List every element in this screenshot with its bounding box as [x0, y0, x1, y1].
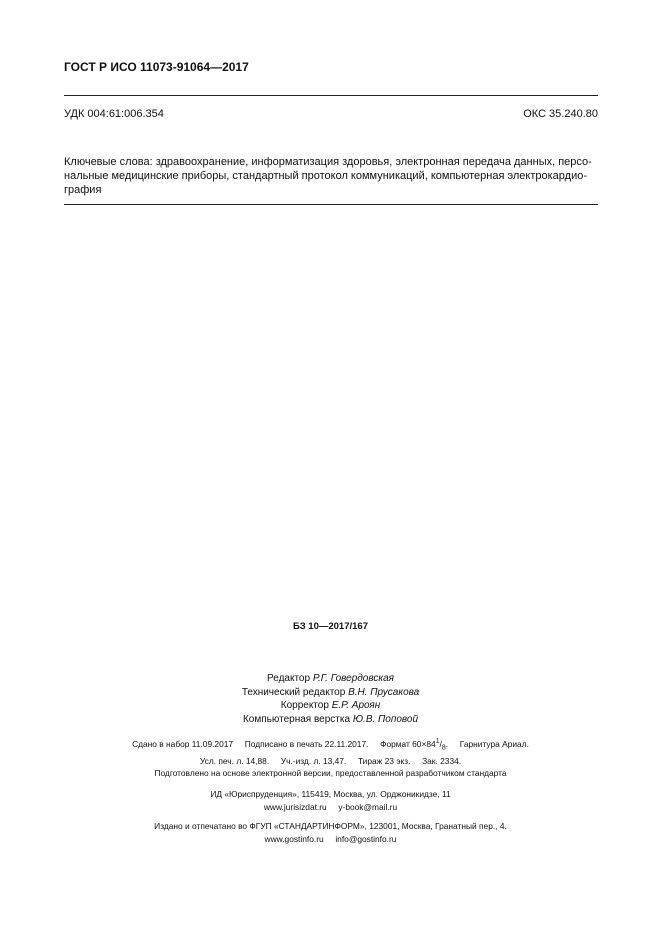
- printer-email: info@gostinfo.ru: [335, 833, 397, 844]
- oks-code: ОКС 35.240.80: [523, 108, 598, 120]
- divider: [64, 95, 598, 96]
- printer: [0, 820, 661, 845]
- role: Редактор: [267, 673, 311, 684]
- t: Формат 60×84: [380, 738, 436, 749]
- role: Технический редактор: [241, 686, 346, 698]
- person: В.Н. Прусакова: [348, 686, 420, 698]
- publisher-email: y-book@mail.ru: [338, 801, 398, 812]
- credit-corrector: [0, 699, 661, 713]
- publisher-site: www.jurisizdat.ru: [263, 801, 327, 812]
- t: Усл. печ. л. 14,88.: [199, 755, 270, 766]
- credit-editor: [0, 672, 661, 686]
- imprint-line: [0, 755, 661, 768]
- t: Зак. 2334.: [422, 755, 462, 766]
- keywords-line: графия: [64, 184, 102, 196]
- t: Сдано в набор 11.09.2017: [132, 738, 234, 749]
- keywords: [64, 155, 598, 197]
- t: 8: [441, 744, 446, 752]
- imprint-line: Подготовлено на основе электронной версии, предоставленной разработчиком стандарта: [154, 768, 507, 779]
- t: Гарнитура Ариал.: [459, 738, 529, 749]
- divider: [64, 204, 598, 205]
- t: Уч.-изд. л. 13,47.: [280, 755, 347, 766]
- person: Ю.В. Поповой: [352, 713, 419, 725]
- t: 1: [435, 738, 440, 745]
- credit-layout: [0, 713, 661, 727]
- person: Е.Р. Ароян: [331, 700, 381, 711]
- t: Подписано в печать 22.11.2017.: [244, 738, 369, 749]
- bz-number: БЗ 10—2017/167: [293, 621, 368, 632]
- t: Тираж 23 экз.: [357, 755, 411, 766]
- publisher: [0, 788, 661, 813]
- imprint: [0, 736, 661, 780]
- keywords-line: Ключевые слова: здравоохранение, информатизация здоровья, электронная передача данных, персо-: [64, 156, 592, 168]
- credits: [0, 672, 661, 726]
- person: Р.Г. Говердовская: [312, 673, 394, 684]
- imprint-line: Сдано в набор 11.09.2017 Подписано в печать 22.11.2017. Формат $60\times 84^1/_8$. Гарнитура Ариал.: [132, 738, 529, 752]
- printer-address: Издано и отпечатано во ФГУП «СТАНДАРТИНФОРМ», 123001, Москва, Гранатный пер., 4.: [154, 821, 507, 831]
- role: Компьютерная верстка: [242, 713, 351, 725]
- role: Корректор: [280, 700, 329, 711]
- printer-site: www.gostinfo.ru: [264, 833, 324, 844]
- udk-code: УДК 004:61:006.354: [64, 108, 164, 120]
- standard-title: ГОСТ Р ИСО 11073-91064—2017: [64, 60, 249, 74]
- publisher-address: ИД «Юриспруденция», 115419, Москва, ул. Орджоникидзе, 11: [210, 789, 451, 799]
- credit-tech-editor: [0, 686, 661, 700]
- keywords-line: нальные медицинские приборы, стандартный протокол коммуникаций, компьютерная электрокардио-: [64, 170, 587, 182]
